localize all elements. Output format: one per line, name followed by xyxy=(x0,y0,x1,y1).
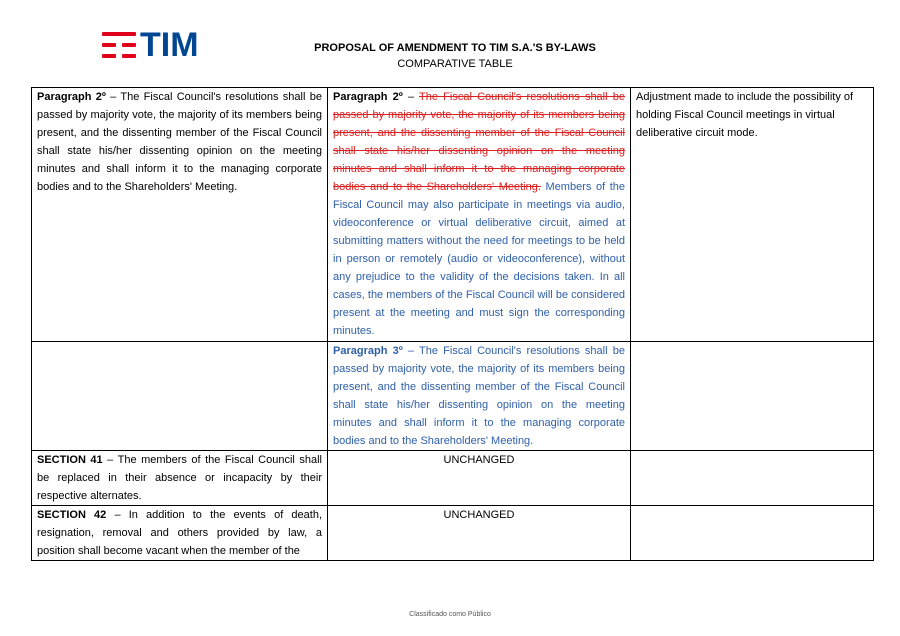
document-title: PROPOSAL OF AMENDMENT TO TIM S.A.'S BY-LAWS xyxy=(314,42,596,54)
inserted-text: Members of the Fiscal Council may also participate in meetings via audio, videoconference or virtual deliberative circuit, aimed at submitting matters without the need for meetings to be held in person or remotely (audio or videoconference), without any prejudice to the validity of the decisions taken. In all cases, the members of the Fiscal Council will be considered present at the meeting and must sign the corresponding minutes. xyxy=(333,181,626,337)
clause-text: – The Fiscal Council's resolutions shall be passed by majority vote, the majority of its members being present, and the dissenting member of the Fiscal Council shall state his/her dissenting opinion on the meeting minutes and shall inform it to the managing corporate bodies and to the Shareholders' Meeting. xyxy=(37,91,322,193)
document-subtitle: COMPARATIVE TABLE xyxy=(397,58,513,70)
clause-text: – In addition to the events of death, resignation, removal and others provided by law, a position shall become vacant when the member of the xyxy=(37,509,323,557)
clause-text: – The members of the Fiscal Council shall be replaced in their absence or incapacity by their respective alternates. xyxy=(37,454,322,502)
table-row xyxy=(32,451,874,506)
clause-label: Paragraph 2º xyxy=(333,91,403,103)
table-row xyxy=(32,342,874,451)
current-text-cell xyxy=(32,451,328,506)
clause-dash: – xyxy=(402,91,420,103)
unchanged-label: UNCHANGED xyxy=(443,454,515,466)
justification-cell xyxy=(631,88,874,342)
clause-label: SECTION 42 xyxy=(37,509,107,521)
justification-cell xyxy=(631,451,874,506)
comparative-table xyxy=(31,87,874,561)
classification-footer: Classificado como Público xyxy=(409,611,491,618)
current-text-cell xyxy=(32,88,328,342)
logo-text: TIM xyxy=(140,26,199,64)
proposed-text-cell xyxy=(328,451,631,506)
justification-text: Adjustment made to include the possibility of holding Fiscal Council meetings in virtual deliberative circuit mode. xyxy=(636,91,854,139)
clause-label: Paragraph 3º xyxy=(333,345,403,357)
justification-cell xyxy=(631,506,874,561)
justification-cell xyxy=(631,342,874,451)
deleted-text: The Fiscal Council's resolutions shall be passed by majority vote, the majority of its members being present, and the dissenting member of the Fiscal Council shall state his/her dissenting opinion on the meeting minutes and shall inform it to the managing corporate bodies and to the Shareholders' Meeting. xyxy=(333,91,625,193)
proposed-text-cell xyxy=(328,88,631,342)
inserted-text: – The Fiscal Council's resolutions shall be passed by majority vote, the majority of its members being present, and the dissenting member of the Fiscal Council shall state his/her dissenting opinion on the meeting minutes and shall inform it to the managing corporate bodies and to the Shareholders' Meeting. xyxy=(333,345,625,447)
table-row xyxy=(32,88,874,342)
unchanged-label: UNCHANGED xyxy=(443,509,515,521)
clause-label: Paragraph 2º xyxy=(37,91,106,103)
table-row xyxy=(32,506,874,561)
proposed-text-cell xyxy=(328,342,631,451)
clause-label: SECTION 41 xyxy=(37,454,103,466)
current-text-cell xyxy=(32,342,328,451)
current-text-cell xyxy=(32,506,328,561)
proposed-text-cell xyxy=(328,506,631,561)
